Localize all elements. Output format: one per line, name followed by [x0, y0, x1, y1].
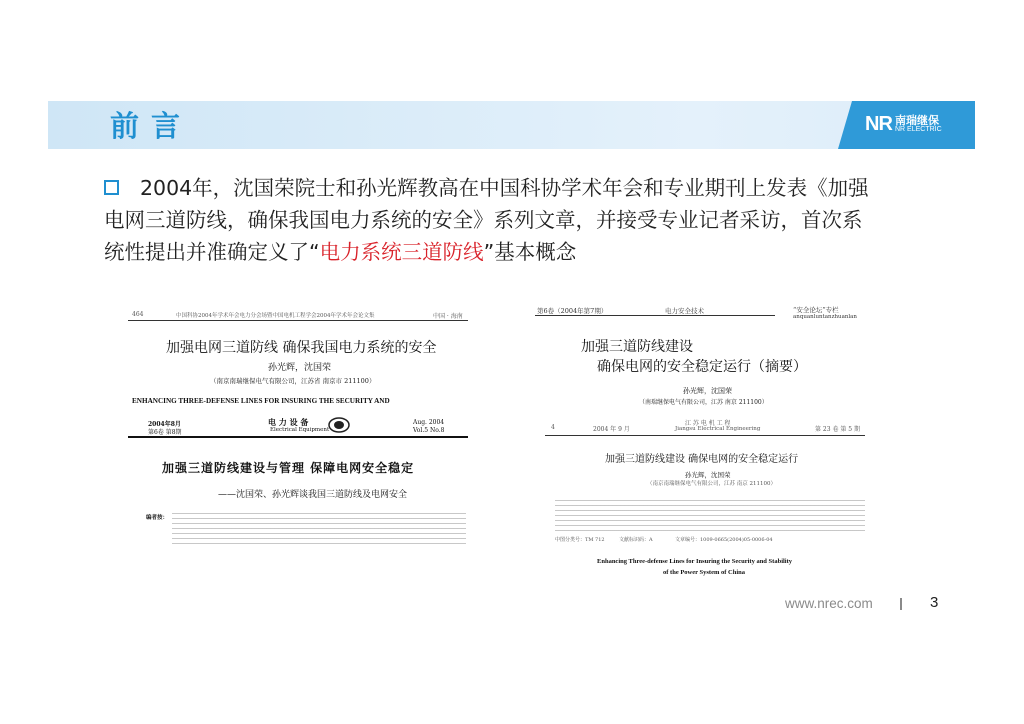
p2-column-pinyin: anquanluntanzhuanlan: [793, 314, 857, 320]
p2-j2-name-en: Jiangsu Electrical Engineering: [675, 426, 761, 432]
p1-mag-name-en: Electrical Equipment: [270, 427, 330, 433]
p2-clc: 中图分类号：TM 712: [555, 537, 605, 543]
p2-j2-name-cn: 江 苏 电 机 工 程: [685, 420, 731, 427]
p1-authors: 孙光辉，沈国荣: [268, 363, 332, 373]
quote-close: ”: [483, 240, 495, 264]
logo-mark: NR: [865, 113, 892, 135]
p1-mag-issue: 第6卷 第8期: [148, 429, 182, 436]
p1-page: 464: [132, 311, 144, 318]
p2-authors-2: 孙光辉，沈国荣: [685, 471, 731, 479]
p2-doc-code: 文献标识码：A: [619, 537, 653, 543]
p1-mag-date-en: Aug. 2004: [413, 419, 445, 426]
p1-feature-title: 加强三道防线建设与管理 保障电网安全稳定: [162, 461, 415, 475]
p2-rule: [535, 315, 775, 316]
p2-title-line-1: 加强三道防线建设: [581, 339, 693, 355]
page-title: 前言: [110, 109, 193, 143]
p1-affiliation: （南京南瑞继保电气有限公司，江苏省 南京市 211100）: [210, 377, 376, 385]
p2-j2-vol: 第 23 卷 第 5 期: [815, 426, 860, 433]
p1-heavy-rule: [128, 436, 468, 438]
p2-j2-rule: [545, 435, 865, 436]
p2-issue: 第6卷（2004年第7期）: [537, 307, 608, 315]
p2-journal: 电力安全技术: [665, 307, 704, 315]
p1-feature-subtitle: ——沈国荣、孙光辉谈我国三道防线及电网安全: [218, 490, 408, 500]
p1-mag-vol-en: Vol.5 No.8: [413, 427, 445, 434]
logo-cn-text: 南瑞继保: [895, 114, 939, 127]
footer-url[interactable]: www.nrec.com: [785, 596, 873, 611]
p2-article-no: 文章编号：1009-0665(2004)05-0006-04: [675, 537, 773, 543]
p1-mag-date: 2004年8月: [148, 421, 181, 428]
paper-scan-right: [535, 300, 880, 585]
footer-divider: [900, 598, 902, 610]
p1-english-title: ENHANCING THREE-DEFENSE LINES FOR INSURING THE SECURITY AND: [132, 397, 390, 405]
p1-title: 加强电网三道防线 确保我国电力系统的安全: [166, 340, 437, 356]
quote-open: “: [309, 240, 320, 264]
intro-paragraph: [104, 172, 884, 268]
p1-rule: [128, 320, 468, 321]
intro-line-1: 2004年，沈国荣院士和孙光辉教高在中国科协学术年会和专业期刊上发表《加强: [140, 176, 869, 200]
p2-column: “安全论坛”专栏: [793, 306, 839, 314]
logo-en-text: NR ELECTRIC: [895, 126, 942, 133]
p2-j2-page: 4: [551, 424, 555, 431]
p2-abstract-text: [555, 500, 865, 532]
p2-affiliation-2: （南京南瑞继保电气有限公司，江苏 南京 211100）: [647, 481, 776, 487]
p2-title-line-2: 确保电网的安全稳定运行（摘要）: [597, 359, 807, 375]
paper-scan-left: [128, 305, 468, 545]
journal-emblem-icon: [328, 416, 350, 434]
intro-line-3-pre: 统性提出并准确定义了: [104, 240, 309, 264]
intro-line-3-post: 基本概念: [494, 240, 577, 264]
p2-affiliation: （南瑞继保电气有限公司，江苏 南京 211100）: [639, 399, 768, 406]
p1-mag-name-cn: 电 力 设 备: [268, 417, 309, 427]
p1-running-head: 中国科协2004年学术年会电力分会场暨中国电机工程学会2004年学术年会论文集: [176, 313, 375, 319]
p2-english-title-2: of the Power System of China: [663, 569, 746, 576]
p2-english-title-1: Enhancing Three-defense Lines for Insuring the Security and Stability: [597, 558, 793, 565]
p2-j2-date: 2004 年 9 月: [593, 426, 630, 433]
p1-body-text: [172, 513, 466, 545]
page-number: 3: [930, 594, 939, 611]
p1-region: 中国 · 海南: [433, 313, 463, 320]
p2-authors: 孙光辉，沈国荣: [683, 387, 732, 395]
highlight-term: 电力系统三道防线: [319, 240, 484, 264]
p1-editor-label: 编者按：: [146, 515, 169, 521]
p2-title-2: 加强三道防线建设 确保电网的安全稳定运行: [605, 454, 799, 465]
intro-line-2: 电网三道防线，确保我国电力系统的安全》系列文章，并接受专业记者采访，首次系: [104, 208, 863, 232]
